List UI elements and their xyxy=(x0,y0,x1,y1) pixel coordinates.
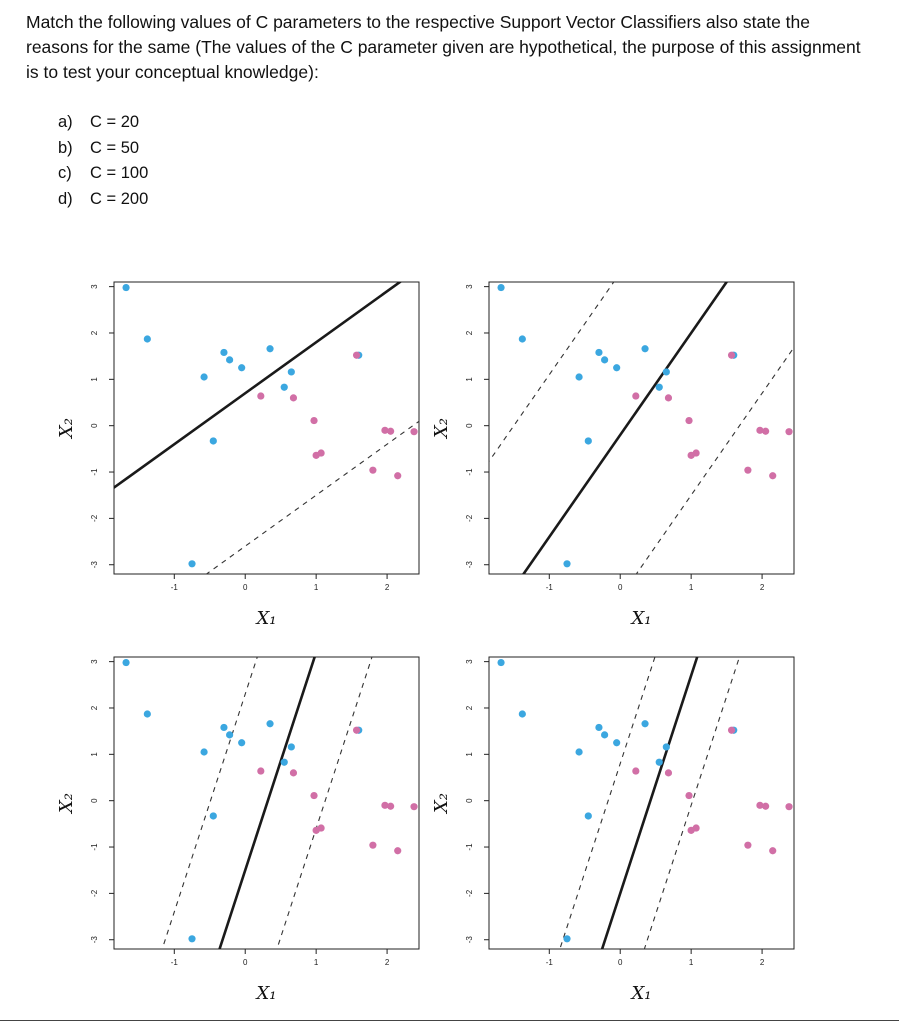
x-tick-label: 1 xyxy=(688,583,694,592)
data-point-blue xyxy=(281,384,288,391)
data-point-blue xyxy=(613,364,620,371)
y-tick-label: -3 xyxy=(465,561,474,569)
data-point-blue xyxy=(663,368,670,375)
option-value: C = 100 xyxy=(90,164,149,182)
data-point-blue xyxy=(497,284,504,291)
y-tick-label: 0 xyxy=(90,798,99,803)
y-axis-label: X₂ xyxy=(56,417,77,439)
data-point-pink xyxy=(310,417,317,424)
y-tick-label: -3 xyxy=(90,936,99,944)
data-point-pink xyxy=(353,352,360,359)
x-tick-label: 2 xyxy=(384,583,390,592)
data-point-blue xyxy=(238,739,245,746)
data-point-blue xyxy=(144,710,151,717)
x-tick-label: -1 xyxy=(170,583,178,592)
x-tick-label: 0 xyxy=(242,958,248,967)
data-point-blue xyxy=(585,812,592,819)
x-tick-label: 0 xyxy=(617,583,623,592)
data-point-blue xyxy=(497,659,504,666)
y-tick-label: 3 xyxy=(465,284,474,289)
data-point-pink xyxy=(369,467,376,474)
data-point-blue xyxy=(210,437,217,444)
x-tick-label: -1 xyxy=(545,958,553,967)
option-label: a) xyxy=(58,113,73,131)
x-tick-label: 2 xyxy=(759,958,765,967)
data-point-blue xyxy=(200,748,207,755)
y-tick-label: 0 xyxy=(465,423,474,428)
plot-frame xyxy=(489,282,794,574)
data-point-blue xyxy=(144,335,151,342)
data-point-blue xyxy=(585,437,592,444)
y-tick-label: 1 xyxy=(465,377,474,382)
data-point-pink xyxy=(387,803,394,810)
data-point-pink xyxy=(728,352,735,359)
plot-frame xyxy=(489,657,794,949)
y-axis-label: X₂ xyxy=(431,792,452,814)
y-tick-label: -1 xyxy=(90,468,99,476)
data-point-pink xyxy=(665,769,672,776)
data-point-pink xyxy=(387,428,394,435)
data-point-blue xyxy=(613,739,620,746)
data-point-blue xyxy=(122,284,129,291)
data-point-pink xyxy=(318,449,325,456)
data-point-pink xyxy=(769,472,776,479)
plot-frame xyxy=(114,282,419,574)
data-point-blue xyxy=(575,373,582,380)
y-tick-label: -2 xyxy=(90,514,99,522)
separating-hyperplane xyxy=(418,83,865,725)
data-point-blue xyxy=(656,759,663,766)
y-axis-label: X₂ xyxy=(431,417,452,439)
x-tick-label: 1 xyxy=(313,583,319,592)
data-point-pink xyxy=(769,847,776,854)
data-point-pink xyxy=(744,842,751,849)
y-tick-label: -1 xyxy=(465,468,474,476)
data-point-pink xyxy=(257,392,264,399)
data-point-blue xyxy=(122,659,129,666)
data-point-pink xyxy=(369,842,376,849)
data-point-blue xyxy=(519,710,526,717)
data-point-blue xyxy=(266,720,273,727)
data-point-blue xyxy=(563,560,570,567)
data-point-blue xyxy=(288,743,295,750)
x-tick-label: 1 xyxy=(313,958,319,967)
data-point-pink xyxy=(728,727,735,734)
option-label: c) xyxy=(58,164,72,182)
data-point-blue xyxy=(563,935,570,942)
data-point-pink xyxy=(665,394,672,401)
data-point-pink xyxy=(353,727,360,734)
data-point-blue xyxy=(226,731,233,738)
data-point-pink xyxy=(744,467,751,474)
x-tick-label: 2 xyxy=(759,583,765,592)
y-tick-label: 2 xyxy=(465,330,474,336)
data-point-blue xyxy=(220,349,227,356)
data-point-pink xyxy=(410,803,417,810)
x-tick-label: 2 xyxy=(384,958,390,967)
data-point-blue xyxy=(288,368,295,375)
data-point-pink xyxy=(394,472,401,479)
x-tick-label: 0 xyxy=(617,958,623,967)
data-point-blue xyxy=(281,759,288,766)
y-tick-label: -1 xyxy=(90,843,99,851)
data-point-blue xyxy=(656,384,663,391)
option-label: d) xyxy=(58,189,73,208)
data-point-pink xyxy=(785,428,792,435)
data-point-pink xyxy=(685,792,692,799)
y-axis-label: X₂ xyxy=(56,792,77,814)
y-tick-label: 1 xyxy=(90,377,99,382)
option-value: C = 20 xyxy=(90,113,140,131)
option-value: C = 50 xyxy=(90,138,140,157)
y-tick-label: 1 xyxy=(90,752,99,757)
data-point-blue xyxy=(595,724,602,731)
y-tick-label: -2 xyxy=(465,514,474,522)
x-axis-label: X₁ xyxy=(256,608,277,629)
y-tick-label: -2 xyxy=(465,889,474,897)
y-tick-label: 2 xyxy=(90,330,99,336)
x-axis-label: X₁ xyxy=(631,983,652,1004)
data-point-pink xyxy=(310,792,317,799)
y-tick-label: 0 xyxy=(90,423,99,428)
x-axis-label: X₁ xyxy=(256,983,277,1004)
y-tick-label: 2 xyxy=(90,705,99,711)
data-point-pink xyxy=(693,449,700,456)
x-tick-label: 0 xyxy=(242,583,248,592)
data-point-pink xyxy=(410,428,417,435)
data-point-pink xyxy=(762,428,769,435)
data-point-blue xyxy=(663,743,670,750)
y-tick-label: 3 xyxy=(90,659,99,664)
y-tick-label: 1 xyxy=(465,752,474,757)
y-tick-label: 3 xyxy=(90,284,99,289)
data-point-blue xyxy=(220,724,227,731)
y-tick-label: 0 xyxy=(465,798,474,803)
data-point-blue xyxy=(595,349,602,356)
data-point-blue xyxy=(575,748,582,755)
chart-panel-top-left xyxy=(43,217,490,691)
x-tick-label: 1 xyxy=(688,958,694,967)
option-value: C = 200 xyxy=(90,189,149,208)
data-point-pink xyxy=(762,803,769,810)
data-point-blue xyxy=(238,364,245,371)
data-point-pink xyxy=(632,392,639,399)
data-point-blue xyxy=(266,345,273,352)
page-divider xyxy=(0,1020,899,1021)
data-point-blue xyxy=(601,356,608,363)
data-point-blue xyxy=(519,335,526,342)
y-tick-label: -1 xyxy=(465,843,474,851)
y-tick-label: -3 xyxy=(465,936,474,944)
x-tick-label: -1 xyxy=(545,583,553,592)
y-tick-label: -3 xyxy=(90,561,99,569)
data-point-blue xyxy=(641,345,648,352)
data-point-blue xyxy=(641,720,648,727)
data-point-blue xyxy=(200,373,207,380)
option-label: b) xyxy=(58,138,73,157)
x-axis-label: X₁ xyxy=(631,608,652,629)
data-point-blue xyxy=(210,812,217,819)
y-tick-label: -2 xyxy=(90,889,99,897)
data-point-pink xyxy=(785,803,792,810)
data-point-pink xyxy=(257,767,264,774)
data-point-pink xyxy=(685,417,692,424)
data-point-blue xyxy=(188,560,195,567)
data-point-blue xyxy=(226,356,233,363)
data-point-pink xyxy=(394,847,401,854)
data-point-pink xyxy=(693,824,700,831)
question-text: Match the following values of C parameters to the respective Support Vector Classifiers also state the reasons for the same (The values of the C parameter given are hypothetical, the purpose of this assignment is to test your conceptual knowledge): xyxy=(26,12,861,82)
data-point-pink xyxy=(290,394,297,401)
data-point-pink xyxy=(290,769,297,776)
y-tick-label: 2 xyxy=(465,705,474,711)
data-point-pink xyxy=(632,767,639,774)
y-tick-label: 3 xyxy=(465,659,474,664)
x-tick-label: -1 xyxy=(170,958,178,967)
data-point-blue xyxy=(188,935,195,942)
data-point-blue xyxy=(601,731,608,738)
data-point-pink xyxy=(318,824,325,831)
